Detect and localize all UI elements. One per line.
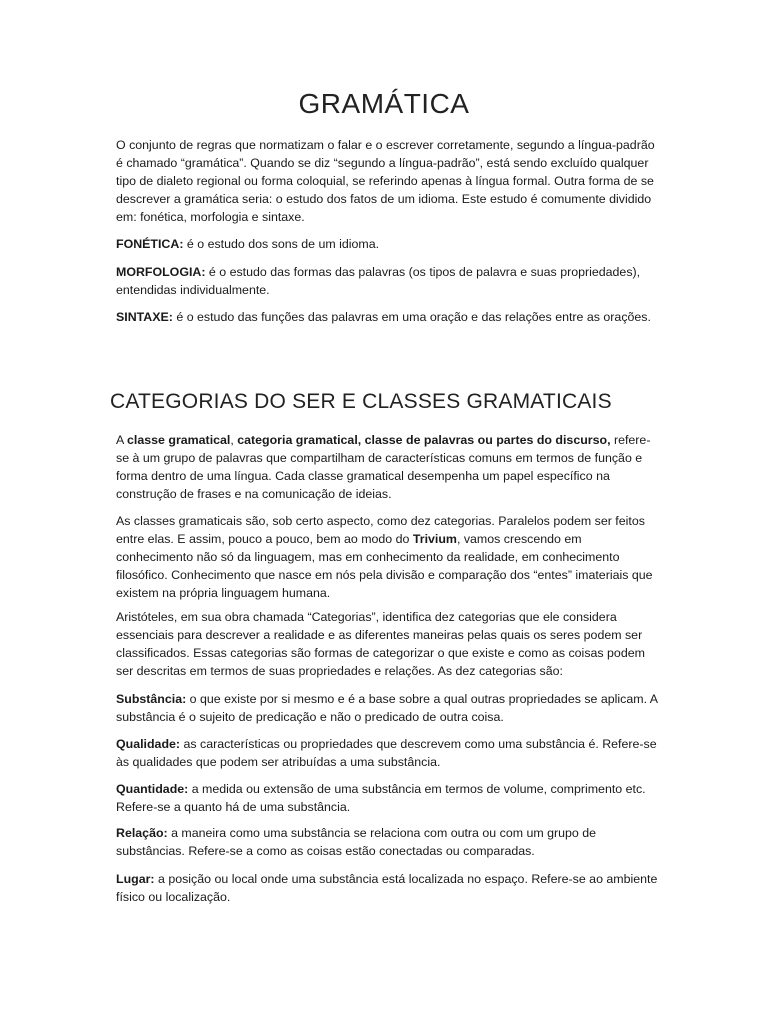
p1-text: refere-se à um grupo de palavras que compartilham de características comuns em termos de função e forma dentro de uma língua. Cada classe gramatical desempenha um papel específico na construção de frases e na comunicação de ideias. <box>116 433 651 501</box>
category-relacao <box>110 824 661 860</box>
term-categoria-gramatical: categoria gramatical, classe de palavras ou partes do discurso, <box>237 433 611 447</box>
term-morfologia: MORFOLOGIA: <box>116 265 206 279</box>
term-qualidade: Qualidade: <box>116 737 181 751</box>
category-qualidade <box>110 735 661 771</box>
p1-prefix: A <box>116 433 128 447</box>
term-fonetica: FONÉTICA: <box>116 237 184 251</box>
p2-after: , vamos crescendo em conhecimento não só da linguagem, mas em conhecimento da realidade, em conhecimento filosófico. Conhecimento que nasce em nós pela divisão e comparação dos “entes” imateriais que existem na própria linguagem humana. <box>116 532 653 600</box>
p1-comma: , <box>230 433 238 447</box>
category-quantidade <box>110 780 661 816</box>
text-sintaxe: é o estudo das funções das palavras em uma oração e das relações entre as orações. <box>172 310 651 324</box>
definition-morfologia <box>110 263 661 299</box>
text-quantidade: a medida ou extensão de uma substância em termos de volume, comprimento etc. Refere-se a quanto há de uma substância. <box>116 782 646 814</box>
paragraph-classes-gramaticais <box>110 512 661 602</box>
text-relacao: a maneira como uma substância se relaciona com outra ou com um grupo de substâncias. Refere-se a como as coisas estão conectadas ou comparadas. <box>116 826 597 858</box>
text-lugar: a posição ou local onde uma substância está localizada no espaço. Refere-se ao ambiente físico ou localização. <box>116 872 658 904</box>
text-qualidade: as características ou propriedades que descrevem como uma substância é. Refere-se às qualidades que podem ser atribuídas a uma substância. <box>116 737 657 769</box>
term-quantidade: Quantidade: <box>116 782 189 796</box>
paragraph-aristoteles: Aristóteles, em sua obra chamada “Categorias”, identifica dez categorias que ele considera essenciais para descrever a realidade e as diferentes maneiras pelas quais os seres podem ser classificados. Essas categorias são formas de categorizar o que existe e como as coisas podem ser descritas em termos de suas propriedades e relações. As dez categorias são: <box>116 610 645 678</box>
term-substancia: Substância: <box>116 692 187 706</box>
term-sintaxe: SINTAXE: <box>116 310 173 324</box>
text-substancia: o que existe por si mesmo e é a base sobre a qual outras propriedades se aplicam. A substância é o sujeito de predicação e não o predicado de outra coisa. <box>116 692 658 724</box>
category-substancia <box>110 690 661 726</box>
text-fonetica: é o estudo dos sons de um idioma. <box>183 237 380 251</box>
section-title: CATEGORIAS DO SER E CLASSES GRAMATICAIS <box>110 390 612 413</box>
text-morfologia: é o estudo das formas das palavras (os tipos de palavra e suas propriedades), entendidas individualmente. <box>116 265 641 297</box>
intro-paragraph: O conjunto de regras que normatizam o falar e o escrever corretamente, segundo a língua-padrão é chamado “gramática”. Quando se diz “segundo a língua-padrão”, está sendo excluído qualquer tipo de dialeto regional ou forma coloquial, se referindo apenas à língua formal. Outra forma de se descrever a gramática seria: o estudo dos fatos de um idioma. Este estudo é comumente dividido em: fonética, morfologia e sintaxe. <box>116 138 655 224</box>
term-trivium: Trivium <box>412 532 457 546</box>
definition-fonetica <box>110 235 661 253</box>
term-lugar: Lugar: <box>116 872 155 886</box>
paragraph-classe-gramatical <box>110 431 661 503</box>
p2-before: As classes gramaticais são, sob certo aspecto, como dez categorias. Paralelos podem ser feitos entre elas. E assim, pouco a pouco, bem ao modo do <box>116 514 645 546</box>
page-title: GRAMÁTICA <box>298 88 470 119</box>
term-classe-gramatical: classe gramatical <box>127 433 231 447</box>
category-lugar <box>110 870 661 906</box>
definition-sintaxe <box>110 308 661 326</box>
term-relacao: Relação: <box>116 826 168 840</box>
